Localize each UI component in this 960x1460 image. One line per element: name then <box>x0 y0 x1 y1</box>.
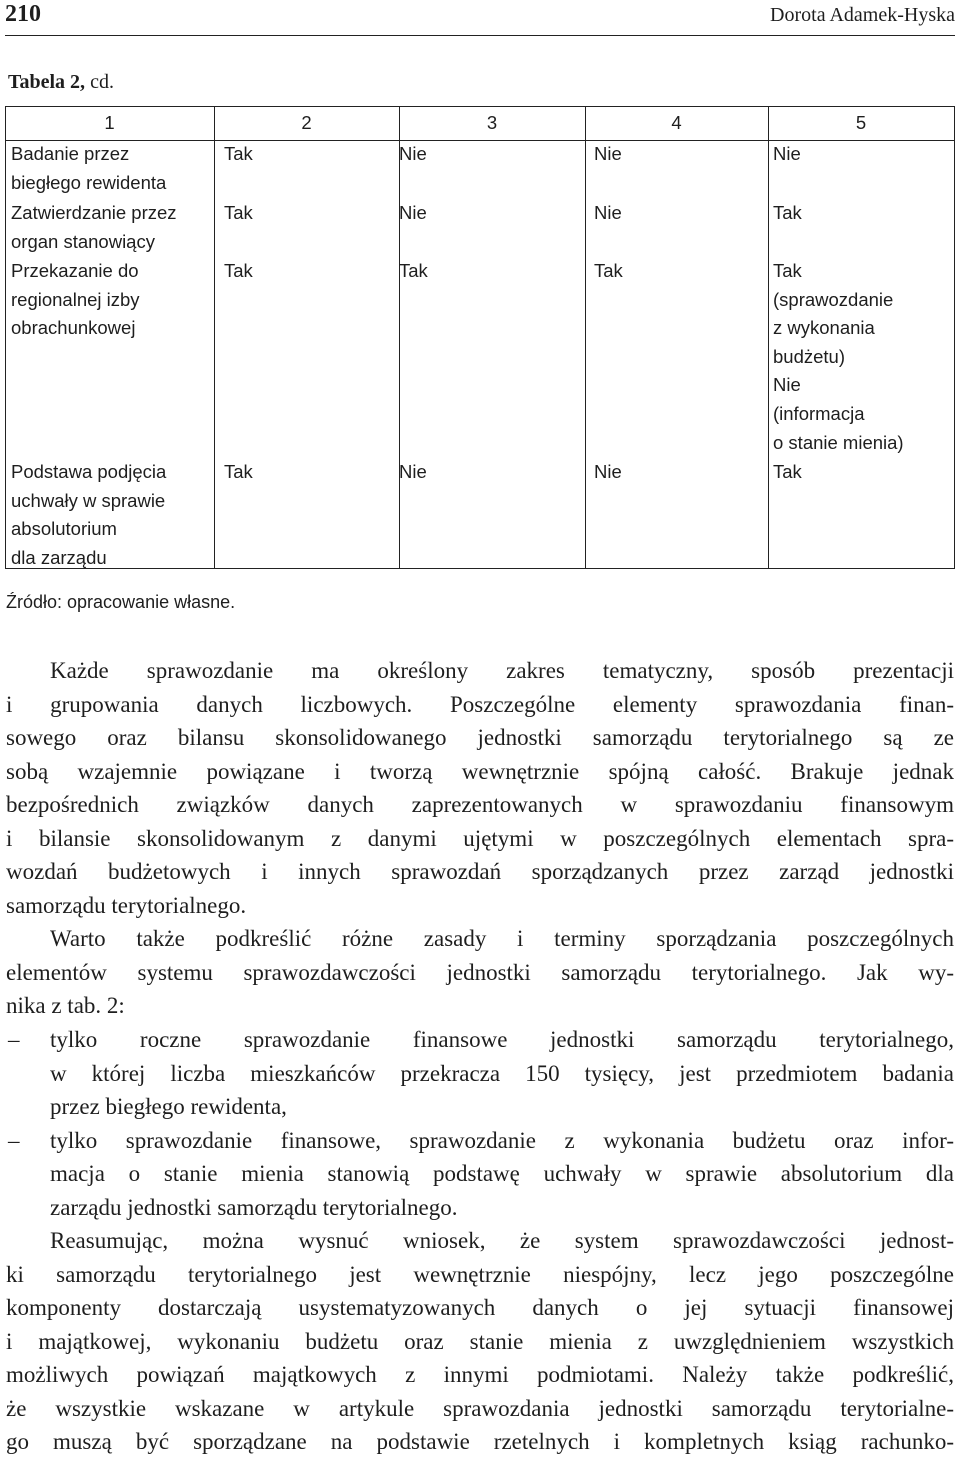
bullet-text-line: w której liczba mieszkańców przekracza 150 tysięcy, jest przedmiotem badania <box>50 1061 954 1086</box>
body-text-line: Warto także podkreślić różne zasady i terminy sporządzania poszczególnych <box>50 926 954 951</box>
table-cell: Nie <box>594 143 622 164</box>
table-cell: Nie <box>399 143 427 164</box>
body-text-line: i bilansie skonsolidowanym z danymi ujętymi w poszczególnych elementach spra- <box>6 826 954 851</box>
row-label: Podstawa podjęcia uchwały w sprawie absolutorium dla zarządu <box>11 461 167 568</box>
table-column-divider <box>399 106 400 568</box>
column-header: 5 <box>855 112 867 133</box>
header-rule <box>5 35 955 36</box>
table-cell: Tak <box>224 143 253 164</box>
bullet-dash: – <box>8 1027 20 1052</box>
column-header: 4 <box>671 112 682 133</box>
body-text-line: i majątkowej, wykonaniu budżetu oraz stanie mienia z uwzględnieniem wszystkich <box>6 1329 954 1354</box>
table-cell: Tak <box>773 202 802 223</box>
table-column-divider <box>214 106 215 568</box>
column-header: 2 <box>301 112 312 133</box>
page-number: 210 <box>5 1 41 27</box>
bullet-text-line: tylko sprawozdanie finansowe, sprawozdanie z wykonania budżetu oraz infor- <box>50 1128 954 1153</box>
table-border-left <box>5 106 6 568</box>
body-text-line: sowego oraz bilansu skonsolidowanego jednostki samorządu terytorialnego są ze <box>6 725 954 750</box>
table-caption <box>8 71 114 94</box>
body-text-line: komponenty dostarczają usystematyzowanych danych o jej sytuacji finansowej <box>6 1295 954 1320</box>
table-cell: Nie <box>399 202 427 223</box>
table-column-divider <box>768 106 769 568</box>
running-header <box>5 0 955 34</box>
body-text-line: ki samorządu terytorialnego jest wewnętrznie niespójny, lecz jego poszczególne <box>6 1262 954 1287</box>
body-text-line: wozdań budżetowych i innych sprawozdań sporządzanych przez zarząd jednostki <box>6 859 954 884</box>
bullet-text-line: tylko roczne sprawozdanie finansowe jednostki samorządu terytorialnego, <box>50 1027 954 1052</box>
row-label: Badanie przez biegłego rewidenta <box>11 143 167 193</box>
body-text-line: nika z tab. 2: <box>6 993 125 1018</box>
table-border-right <box>954 106 955 568</box>
bullet-text-line: macja o stanie mienia stanowią podstawę uchwały w sprawie absolutorium dla <box>50 1161 954 1186</box>
bullet-dash: – <box>8 1128 20 1153</box>
data-table <box>5 106 955 568</box>
table-cell: Nie <box>594 202 622 223</box>
row-label: Przekazanie do regionalnej izby obrachunkowej <box>11 260 140 339</box>
column-header: 3 <box>486 112 498 133</box>
body-text-line: samorządu terytorialnego. <box>6 893 247 918</box>
table-cell: Nie <box>399 461 427 482</box>
header-author: Dorota Adamek-Hyska <box>770 4 955 26</box>
body-text-line: i grupowania danych liczbowych. Poszczególne elementy sprawozdania finan- <box>6 692 954 717</box>
table-cell: Tak <box>773 461 802 482</box>
table-cell: Nie <box>594 461 622 482</box>
table-source-note: Źródło: opracowanie własne. <box>6 592 236 612</box>
table-cell: Tak <box>399 260 428 281</box>
body-text-line: Reasumując, można wysnuć wniosek, że system sprawozdawczości jednost- <box>50 1228 954 1253</box>
bullet-text-line: przez biegłego rewidenta, <box>50 1094 287 1119</box>
body-text-line: Każde sprawozdanie ma określony zakres tematyczny, sposób prezentacji <box>50 658 954 683</box>
table-caption-continuation: cd. <box>85 71 114 93</box>
table-cell: Tak <box>224 260 253 281</box>
body-text-line: bezpośrednich związków danych zaprezentowanych w sprawozdaniu finansowym <box>6 792 954 817</box>
body-text-line: że wszystkie wskazane w artykule sprawozdania jednostki samorządu terytorialne- <box>6 1396 954 1421</box>
table-caption-label: Tabela 2, <box>8 71 86 93</box>
column-header: 1 <box>104 112 115 133</box>
table-cell-multiline: Tak (sprawozdanie z wykonania budżetu) Nie (informacja o stanie mienia) <box>773 260 904 453</box>
body-text-line: sobą wzajemnie powiązane i tworzą wewnętrznie spójną całość. Brakuje jednak <box>6 759 954 784</box>
table-top-rule <box>5 106 955 107</box>
bullet-text-line: zarządu jednostki samorządu terytorialnego. <box>50 1195 458 1220</box>
table-cell: Nie <box>773 143 801 164</box>
body-text-line: możliwych powiązań majątkowych z innymi podmiotami. Należy także podkreślić, <box>6 1362 954 1387</box>
table-column-divider <box>585 106 586 568</box>
table-cell: Tak <box>224 461 253 482</box>
body-text-line: elementów systemu sprawozdawczości jednostki samorządu terytorialnego. Jak wy- <box>6 960 954 985</box>
table-cell: Tak <box>224 202 253 223</box>
body-text-line: go muszą być sporządzane na podstawie rzetelnych i kompletnych ksiąg rachunko- <box>6 1429 954 1454</box>
table-cell: Tak <box>594 260 623 281</box>
row-label: Zatwierdzanie przez organ stanowiący <box>11 202 177 252</box>
